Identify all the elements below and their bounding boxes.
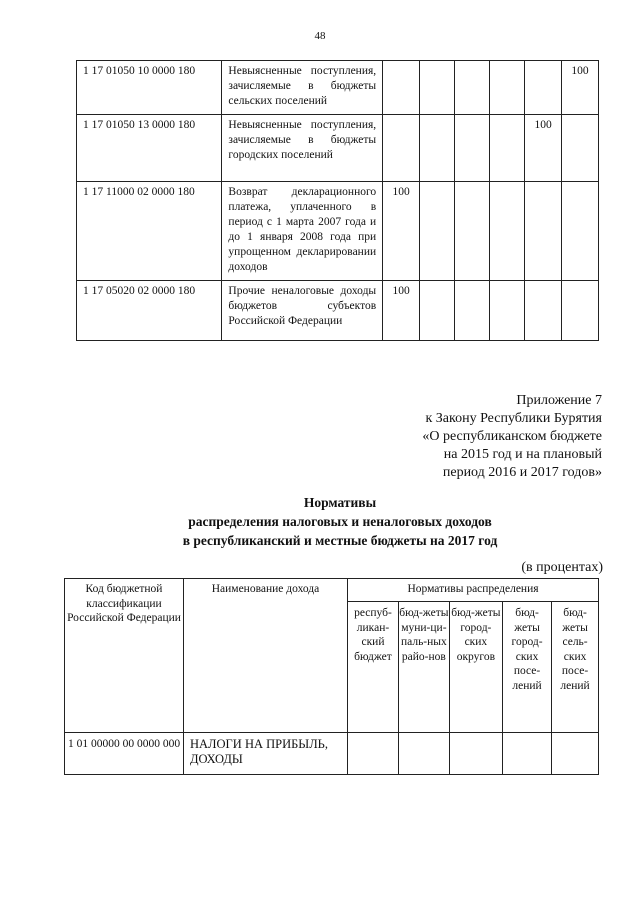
unit-label: (в процентах) — [521, 560, 603, 575]
name-cell: Невыясненные поступления, зачисляемые в бюджеты сельских поселений — [222, 61, 383, 115]
value-cell: 100 — [525, 115, 562, 182]
page-number: 48 — [314, 30, 326, 42]
value-cell — [420, 61, 455, 115]
value-cell — [490, 115, 525, 182]
revenue-norms-table-continuation — [76, 60, 599, 341]
value-cell — [398, 733, 449, 775]
value-cell — [562, 182, 599, 281]
name-cell: Невыясненные поступления, зачисляемые в бюджеты городских поселений — [222, 115, 383, 182]
title-line: Нормативы — [303, 495, 377, 510]
table-row — [65, 733, 599, 775]
value-cell — [420, 115, 455, 182]
value-cell — [525, 182, 562, 281]
value-cell — [455, 115, 490, 182]
appendix-note — [422, 392, 602, 482]
code-cell: 1 17 01050 13 0000 180 — [77, 115, 222, 182]
table-row — [77, 115, 599, 182]
value-cell — [552, 733, 599, 775]
header-code: Код бюджетной классификации Российской Федерации — [65, 579, 184, 733]
value-cell: 100 — [562, 61, 599, 115]
table-row — [77, 182, 599, 281]
subheader-rural-settlements: бюд-жеты сель-ских посе-лений — [552, 602, 599, 733]
name-cell: Возврат декларационного платежа, уплаченного в период с 1 марта 2007 года и до 1 января 2008 года при упрощенном декларировании доходов — [222, 182, 383, 281]
value-cell — [490, 281, 525, 341]
subheader-urban-settlements: бюд-жеты город-ских посе-лений — [502, 602, 551, 733]
appendix-line: «О республиканском бюджете — [422, 429, 602, 444]
header-norms: Нормативы распределения — [348, 579, 599, 602]
value-cell — [525, 281, 562, 341]
value-cell — [525, 61, 562, 115]
title-line: в республиканский и местные бюджеты на 2017 год — [182, 533, 498, 548]
value-cell — [420, 281, 455, 341]
name-cell: Прочие неналоговые доходы бюджетов субъектов Российской Федерации — [222, 281, 383, 341]
appendix-line: период 2016 и 2017 годов» — [442, 465, 602, 480]
value-cell — [449, 733, 502, 775]
revenue-norms-table — [64, 578, 599, 775]
name-cell: НАЛОГИ НА ПРИБЫЛЬ, ДОХОДЫ — [184, 733, 348, 775]
value-cell — [455, 281, 490, 341]
value-cell — [490, 61, 525, 115]
table-row — [77, 61, 599, 115]
subheader-republican: респуб-ликан-ский бюджет — [348, 602, 399, 733]
appendix-line: на 2015 год и на плановый — [443, 447, 602, 462]
value-cell: 100 — [383, 281, 420, 341]
header-row — [65, 579, 599, 602]
header-name: Наименование дохода — [184, 579, 348, 733]
value-cell — [562, 115, 599, 182]
value-cell — [455, 182, 490, 281]
value-cell — [420, 182, 455, 281]
document-title — [0, 493, 640, 550]
code-cell: 1 01 00000 00 0000 000 — [65, 733, 184, 775]
value-cell — [348, 733, 399, 775]
subheader-urban-districts: бюд-жеты город-ских округов — [449, 602, 502, 733]
table-row — [77, 281, 599, 341]
appendix-line: Приложение 7 — [516, 393, 602, 408]
value-cell — [455, 61, 490, 115]
value-cell — [490, 182, 525, 281]
value-cell — [562, 281, 599, 341]
code-cell: 1 17 01050 10 0000 180 — [77, 61, 222, 115]
value-cell — [502, 733, 551, 775]
code-cell: 1 17 05020 02 0000 180 — [77, 281, 222, 341]
subheader-municipal-districts: бюд-жеты муни-ци-паль-ных райо-нов — [398, 602, 449, 733]
value-cell: 100 — [383, 182, 420, 281]
value-cell — [383, 115, 420, 182]
code-cell: 1 17 11000 02 0000 180 — [77, 182, 222, 281]
title-line: распределения налоговых и неналоговых доходов — [188, 514, 492, 529]
appendix-line: к Закону Республики Бурятия — [425, 411, 602, 426]
value-cell — [383, 61, 420, 115]
